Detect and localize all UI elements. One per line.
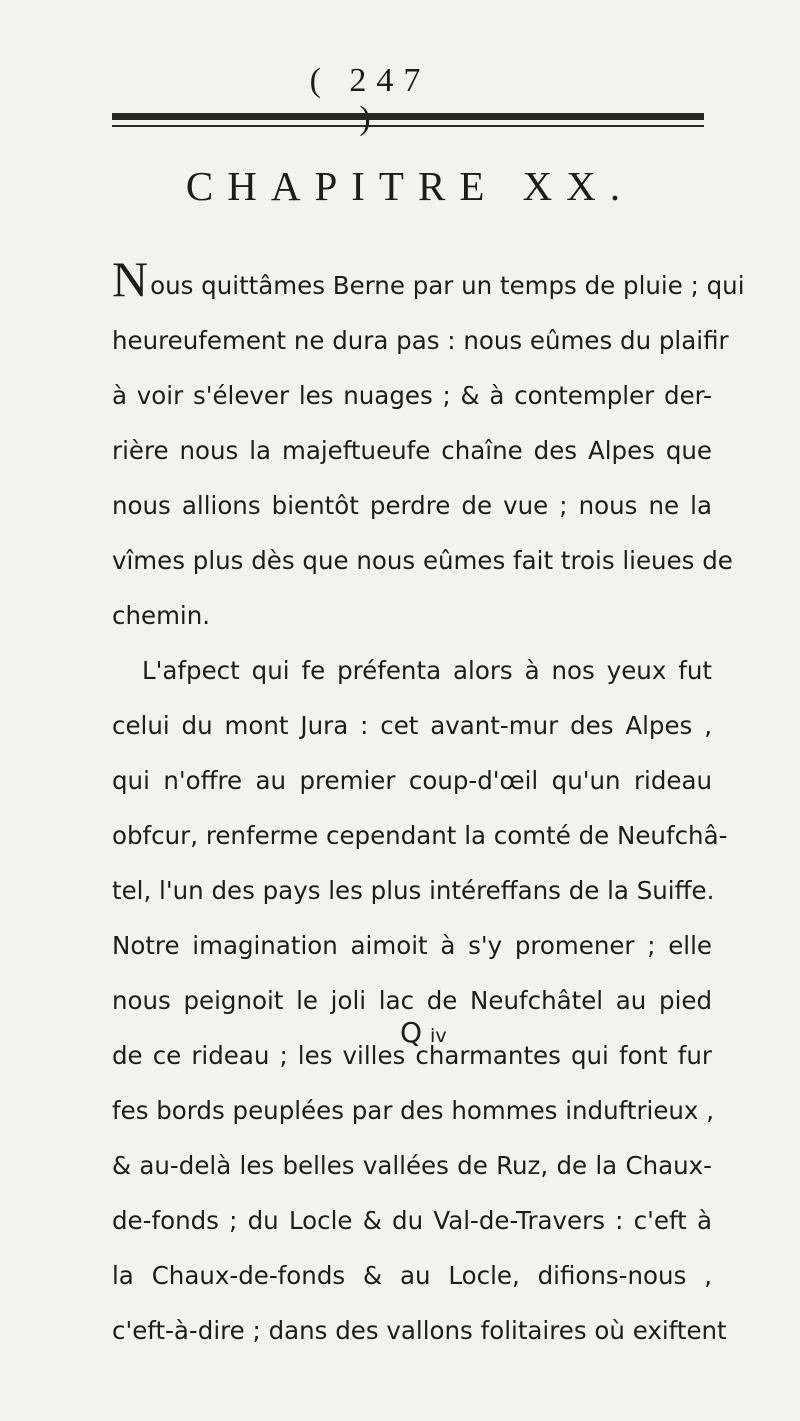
paragraph-2-line-8: de ce rideau ; les villes charmantes qui font fur	[112, 1041, 712, 1070]
paragraph-2-line-2: celui du mont Jura : cet avant-mur des Alpes ,	[112, 711, 712, 740]
page-number: ( 247	[309, 62, 431, 99]
paragraph-2-line-9: fes bords peuplées par des hommes induftrieux ,	[112, 1096, 714, 1125]
paragraph-2-line-12: la Chaux-de-fonds & au Locle, difions-nous ,	[112, 1261, 712, 1290]
chapter-title: CHAPITRE XX.	[185, 163, 635, 209]
paragraph-2-line-5: tel, l'un des pays les plus intéreffans de la Suiffe.	[112, 876, 715, 905]
paragraph-2-line-1: L'afpect qui fe préfenta alors à nos yeux fut	[142, 656, 712, 685]
paragraph-2-line-7: nous peignoit le joli lac de Neufchâtel au pied	[112, 986, 712, 1015]
paragraph-2-line-6: Notre imagination aimoit à s'y promener ; elle	[112, 931, 712, 960]
signature-mark	[400, 1016, 520, 1049]
paragraph-2-line-13: c'eft-à-dire ; dans des vallons folitaires où exiftent	[112, 1316, 727, 1345]
paragraph-2-line-11: de-fonds ; du Locle & du Val-de-Travers : c'eft à	[112, 1206, 712, 1235]
paragraph-1-line-7: chemin.	[112, 601, 211, 630]
paragraph-1-line-1	[112, 251, 745, 313]
header-rule-thick	[112, 113, 704, 120]
paragraph-2-line-10: & au-delà les belles vallées de Ruz, de la Chaux-	[112, 1151, 712, 1180]
paragraph-1-line-6: vîmes plus dès que nous eûmes fait trois lieues de	[112, 546, 733, 575]
body-text	[112, 251, 745, 1358]
paragraph-1-line-3: à voir s'élever les nuages ; & à contempler der-	[112, 381, 712, 410]
signature-letter: Q	[400, 1016, 423, 1049]
drop-cap: N	[112, 251, 149, 307]
header-rule-thin	[112, 125, 704, 127]
paragraph-1-line-4: rière nous la majeftueufe chaîne des Alpes que	[112, 436, 712, 465]
paragraph-2-line-4: obfcur, renferme cependant la comté de Neufchâ-	[112, 821, 728, 850]
paragraph-1-line-5: nous allions bientôt perdre de vue ; nous ne la	[112, 491, 712, 520]
paragraph-1-line-2: heureufement ne dura pas : nous eûmes du plaifir	[112, 326, 729, 355]
paragraph-2-line-3: qui n'offre au premier coup-d'œil qu'un rideau	[112, 766, 712, 795]
signature-number: iv	[430, 1025, 447, 1047]
paragraph-1-line-1-text: ous quittâmes Berne par un temps de pluie ; qui	[150, 271, 745, 300]
